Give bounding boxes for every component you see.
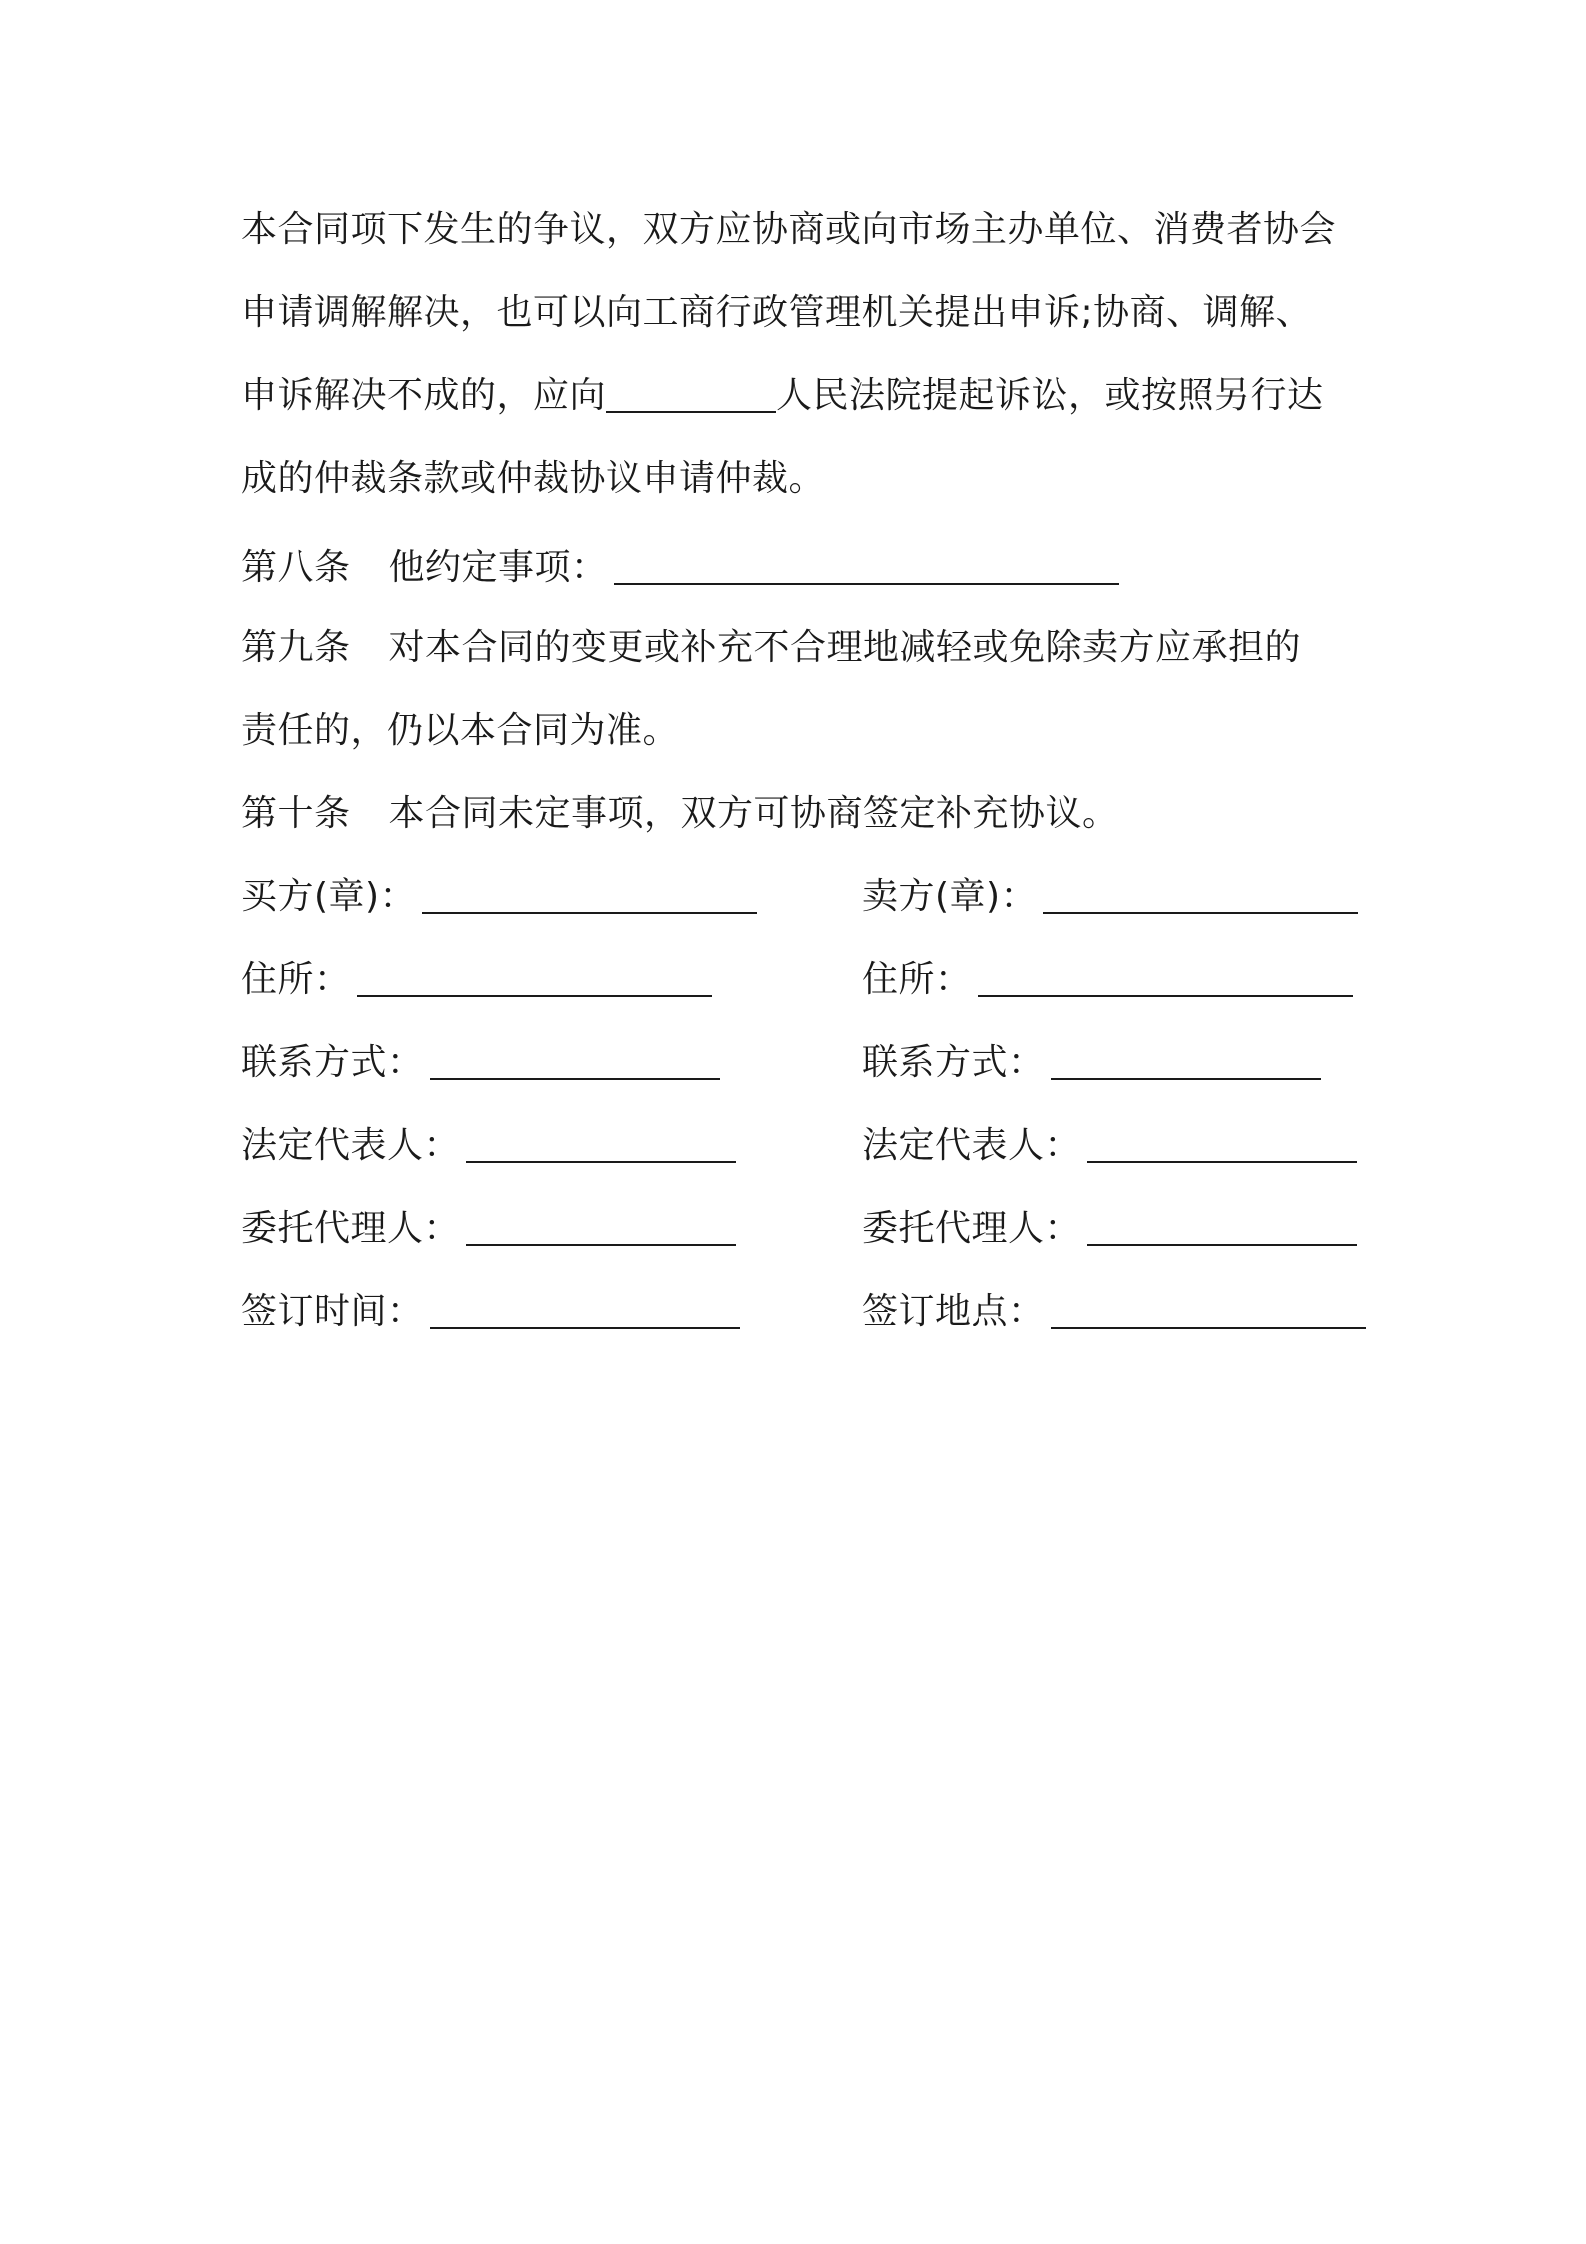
buyer-seal-label: 买方(章)：: [241, 876, 417, 917]
buyer-contact-label: 联系方式：: [241, 1042, 424, 1083]
article-9-line-1: [241, 626, 1301, 670]
seller-legal-rep-label: 法定代表人：: [862, 1125, 1082, 1166]
article-10: [241, 792, 1119, 836]
article-8-text: 他约定事项：: [388, 547, 608, 588]
buyer-agent-row: [241, 1207, 736, 1251]
buyer-seal-row: [241, 875, 757, 919]
buyer-address-row: [241, 958, 712, 1002]
signing-place-label: 签订地点：: [862, 1291, 1045, 1332]
article-10-number: 第十条: [241, 793, 351, 834]
buyer-address-blank[interactable]: [357, 961, 712, 997]
buyer-contact-blank[interactable]: [430, 1044, 720, 1080]
signing-date-blank[interactable]: [430, 1293, 740, 1329]
dispute-paragraph-line-2: [241, 291, 1312, 335]
dispute-text-4: 成的仲裁条款或仲裁协议申请仲裁。: [241, 458, 826, 499]
article-9-text-2: 责任的，仍以本合同为准。: [241, 710, 680, 751]
dispute-paragraph-line-4: [241, 457, 825, 501]
dispute-text-3b: 人民法院提起诉讼，或按照另行达: [776, 375, 1324, 416]
seller-seal-label: 卖方(章)：: [862, 876, 1038, 917]
article-9-text-1: 对本合同的变更或补充不合理地减轻或免除卖方应承担的: [388, 627, 1302, 668]
article-8: [241, 546, 1119, 590]
dispute-text-1: 本合同项下发生的争议，双方应协商或向市场主办单位、消费者协会: [241, 209, 1337, 250]
seller-address-row: [862, 958, 1353, 1002]
article-10-text: 本合同未定事项，双方可协商签定补充协议。: [388, 793, 1119, 834]
buyer-legal-rep-blank[interactable]: [466, 1127, 736, 1163]
seller-agent-row: [862, 1207, 1357, 1251]
seller-address-blank[interactable]: [978, 961, 1353, 997]
seller-seal-row: [862, 875, 1358, 919]
seller-contact-blank[interactable]: [1051, 1044, 1321, 1080]
seller-seal-blank[interactable]: [1043, 878, 1358, 914]
seller-contact-row: [862, 1041, 1321, 1085]
buyer-agent-blank[interactable]: [466, 1210, 736, 1246]
seller-agent-label: 委托代理人：: [862, 1208, 1082, 1249]
signing-place-row: [862, 1290, 1366, 1334]
buyer-seal-blank[interactable]: [422, 878, 757, 914]
signing-date-row: [241, 1290, 740, 1334]
article-9-line-2: [241, 709, 679, 753]
article-8-number: 第八条: [241, 547, 351, 588]
seller-legal-rep-row: [862, 1124, 1357, 1168]
buyer-agent-label: 委托代理人：: [241, 1208, 461, 1249]
buyer-legal-rep-row: [241, 1124, 736, 1168]
dispute-paragraph-line-1: [241, 208, 1336, 252]
seller-legal-rep-blank[interactable]: [1087, 1127, 1357, 1163]
signing-place-blank[interactable]: [1051, 1293, 1366, 1329]
buyer-legal-rep-label: 法定代表人：: [241, 1125, 461, 1166]
court-name-blank[interactable]: [606, 377, 776, 413]
signing-date-label: 签订时间：: [241, 1291, 424, 1332]
seller-contact-label: 联系方式：: [862, 1042, 1045, 1083]
other-terms-blank[interactable]: [614, 549, 1119, 585]
seller-address-label: 住所：: [862, 959, 972, 1000]
buyer-contact-row: [241, 1041, 720, 1085]
dispute-text-2: 申请调解解决，也可以向工商行政管理机关提出申诉;协商、调解、: [241, 292, 1313, 333]
dispute-text-3a: 申诉解决不成的，应向: [241, 375, 607, 416]
dispute-paragraph-line-3: [241, 374, 1324, 418]
buyer-address-label: 住所：: [241, 959, 351, 1000]
article-9-number: 第九条: [241, 627, 351, 668]
seller-agent-blank[interactable]: [1087, 1210, 1357, 1246]
